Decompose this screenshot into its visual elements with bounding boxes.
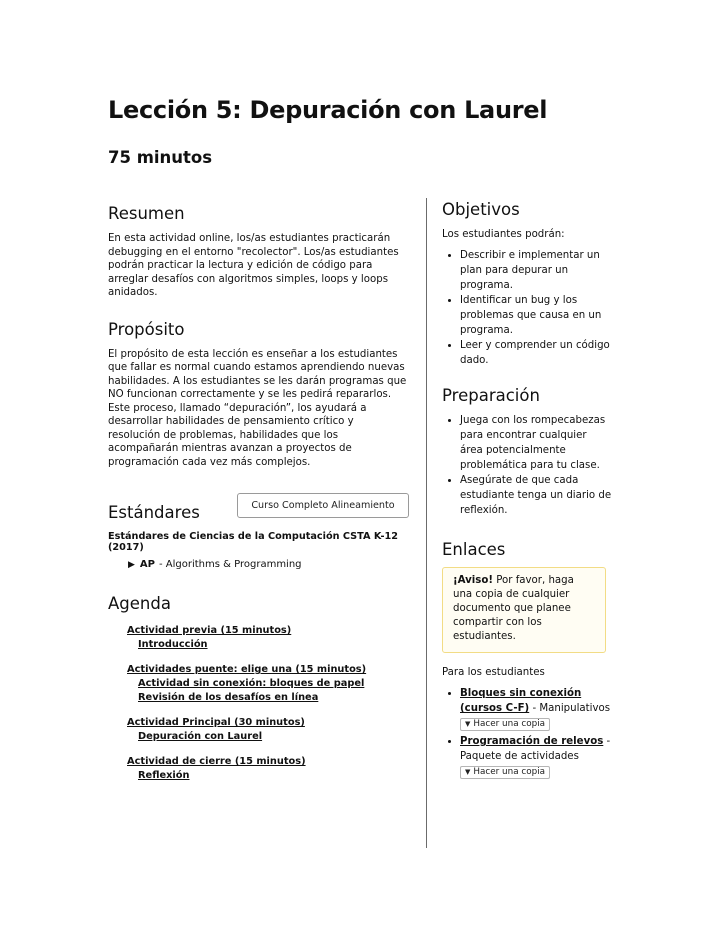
- agenda-list: [108, 624, 408, 783]
- agenda-link-main-activity[interactable]: Actividad Principal (30 minutos): [127, 717, 305, 728]
- full-course-alignment-button[interactable]: Curso Completo Alineamiento: [237, 493, 409, 518]
- standard-code: AP: [139, 559, 155, 570]
- make-copy-button[interactable]: [460, 766, 550, 779]
- for-students-label: Para los estudiantes: [442, 667, 545, 678]
- standard-item-ap[interactable]: [128, 559, 408, 570]
- page-title: Lección 5: Depuración con Laurel: [108, 96, 548, 124]
- purpose-heading: Propósito: [108, 319, 185, 339]
- list-item: • Describir e implementar un plan para depurar un programa.: [460, 248, 612, 293]
- section-preparation: [442, 386, 612, 518]
- list-item: • Identificar un bug y los problemas que causa en un programa.: [460, 293, 612, 338]
- section-standards-header: [108, 493, 408, 523]
- link-unplugged-blocks[interactable]: Bloques sin conexión (cursos C-F): [460, 688, 582, 714]
- caret-down-icon: ▼: [465, 720, 471, 728]
- agenda-group: [127, 755, 408, 783]
- notice-label: ¡Aviso!: [453, 575, 494, 586]
- preparation-list: [442, 413, 612, 518]
- lesson-duration: 75 minutos: [108, 148, 213, 167]
- standards-framework: Estándares de Ciencias de la Computación CSTA K-12 (2017): [108, 531, 399, 553]
- make-copy-label: Hacer una copia: [473, 767, 546, 777]
- left-column: [108, 200, 408, 794]
- expand-triangle-icon[interactable]: ▶: [128, 559, 135, 570]
- agenda-link-reflection[interactable]: Reflexión: [138, 770, 190, 781]
- list-item: [460, 686, 612, 731]
- link-suffix: - Paquete de actividades: [460, 736, 611, 762]
- agenda-link-unplugged[interactable]: Actividad sin conexión: bloques de papel: [138, 678, 365, 689]
- standards-heading: Estándares: [108, 503, 200, 522]
- column-divider: [426, 198, 427, 848]
- agenda-link-wrapup[interactable]: Actividad de cierre (15 minutos): [127, 756, 306, 767]
- summary-text: En esta actividad online, los/as estudiantes practicarán debugging en el entorno "recolector". Los/as estudiantes podrán practicar la lectura y edición de código para arreglar desafíos con algoritmos simples, loops y loops anidados.: [108, 233, 399, 298]
- caret-down-icon: ▼: [465, 768, 471, 776]
- objectives-heading: Objetivos: [442, 200, 520, 219]
- purpose-text: El propósito de esta lección es enseñar a los estudiantes que fallar es normal cuando estamos aprendiendo nuevas habilidades. A los estudiantes se les darán programas que NO funcionan correctamente y se les pedirá repararlos. Este proceso, llamado “depuración”, los ayudará a desarrollar habilidades de pensamiento crítico y resolución de problemas, habilidades que los acompañarán mientras avanzan a proyectos de programación cada vez más complejos.: [108, 348, 407, 468]
- make-copy-button[interactable]: [460, 718, 550, 731]
- section-links: [442, 540, 612, 779]
- agenda-heading: Agenda: [108, 594, 171, 613]
- list-item: • Juega con los rompecabezas para encontrar cualquier área potencialmente problemática para tu clase.: [460, 413, 612, 473]
- agenda-link-introduction[interactable]: Introducción: [138, 639, 208, 650]
- section-objectives: [442, 200, 612, 368]
- student-links-list: [442, 686, 612, 779]
- section-summary: [108, 204, 408, 300]
- agenda-link-bridging[interactable]: Actividades puente: elige una (15 minutos): [127, 664, 367, 675]
- link-relay-programming[interactable]: Programación de relevos: [460, 736, 604, 747]
- agenda-group: [127, 663, 408, 705]
- agenda-group: [127, 624, 408, 652]
- agenda-group: [127, 716, 408, 744]
- agenda-link-online-review[interactable]: Revisión de los desafíos en línea: [138, 692, 319, 703]
- list-item: • Asegúrate de que cada estudiante tenga un diario de reflexión.: [460, 473, 612, 518]
- objectives-intro: Los estudiantes podrán:: [442, 229, 565, 240]
- section-agenda: [108, 594, 408, 783]
- make-copy-label: Hacer una copia: [473, 719, 546, 729]
- summary-heading: Resumen: [108, 204, 185, 223]
- list-item: • Leer y comprender un código dado.: [460, 338, 612, 368]
- right-column: [442, 200, 612, 782]
- link-suffix: - Manipulativos: [529, 703, 611, 714]
- standard-description: - Algorithms & Programming: [159, 559, 302, 570]
- agenda-link-warmup[interactable]: Actividad previa (15 minutos): [127, 625, 292, 636]
- links-heading: Enlaces: [442, 540, 506, 559]
- notice-text: Por favor, haga una copia de cualquier documento que planee compartir con los estudiantes.: [453, 575, 574, 642]
- section-purpose: [108, 320, 408, 470]
- copy-notice-box: [442, 567, 606, 653]
- list-item: [460, 734, 612, 779]
- objectives-list: [442, 248, 612, 368]
- preparation-heading: Preparación: [442, 386, 540, 405]
- agenda-link-debugging-laurel[interactable]: Depuración con Laurel: [138, 731, 263, 742]
